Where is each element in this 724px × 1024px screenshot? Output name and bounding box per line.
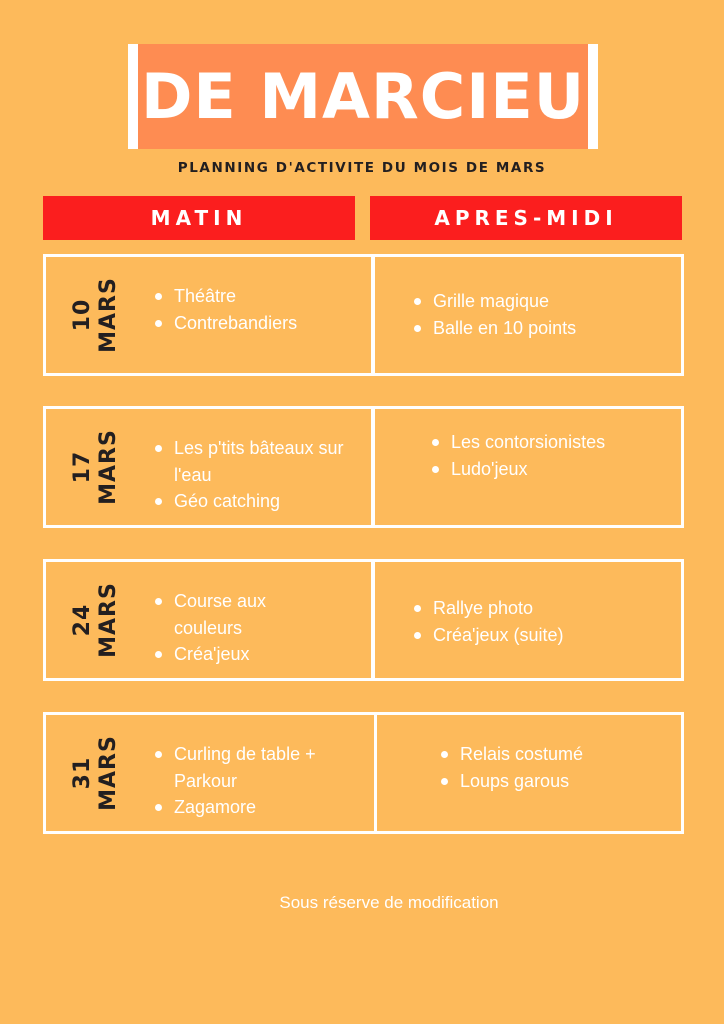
date-day: 10 [70,298,95,332]
activity-item: Relais costumé [438,741,668,768]
date-day: 31 [70,756,95,790]
afternoon-cell [372,254,684,376]
afternoon-activities [411,595,671,648]
morning-cell [43,559,374,681]
page-subtitle: PLANNING D'ACTIVITE DU MOIS DE MARS [177,160,547,176]
date-label [46,562,146,678]
date-day: 24 [70,603,95,637]
page-title: DE MARCIEU [140,60,586,133]
activity-item: Balle en 10 points [411,315,671,342]
activity-item: Loups garous [438,768,668,795]
morning-activities [152,588,302,668]
activity-item: Grille magique [411,288,671,315]
date-label [46,257,146,373]
date-month: MARS [96,429,121,505]
afternoon-activities [411,288,671,341]
date-month: MARS [96,735,121,811]
morning-cell [43,406,374,528]
activity-item: Les p'tits bâteaux sur l'eau [152,435,357,488]
date-day: 17 [70,450,95,484]
date-month: MARS [96,582,121,658]
morning-activities [152,435,357,515]
morning-cell [43,254,374,376]
activity-item: Zagamore [152,794,352,821]
activity-item: Théâtre [152,283,367,310]
header-morning: MATIN [43,196,355,240]
activity-item: Créa'jeux [152,641,302,668]
morning-activities [152,741,352,821]
title-banner [128,44,598,149]
date-label [46,715,146,831]
activity-item: Contrebandiers [152,310,367,337]
afternoon-cell [372,406,684,528]
footer-note: Sous réserve de modification [279,893,499,912]
week-row-17 [43,406,684,528]
morning-activities [152,283,367,336]
afternoon-cell [374,712,684,834]
afternoon-cell [372,559,684,681]
activity-item: Course aux couleurs [152,588,302,641]
activity-item: Ludo'jeux [429,456,679,483]
activity-item: Géo catching [152,488,357,515]
date-month: MARS [96,277,121,353]
activity-item: Créa'jeux (suite) [411,622,671,649]
date-label [46,409,146,525]
afternoon-activities [438,741,668,794]
activity-item: Les contorsionistes [429,429,679,456]
week-row-24 [43,559,684,681]
afternoon-activities [429,429,679,482]
activity-item: Curling de table + Parkour [152,741,352,794]
morning-cell [43,712,377,834]
week-row-31 [43,712,684,834]
week-row-10 [43,254,684,376]
activity-item: Rallye photo [411,595,671,622]
header-afternoon: APRES-MIDI [370,196,682,240]
